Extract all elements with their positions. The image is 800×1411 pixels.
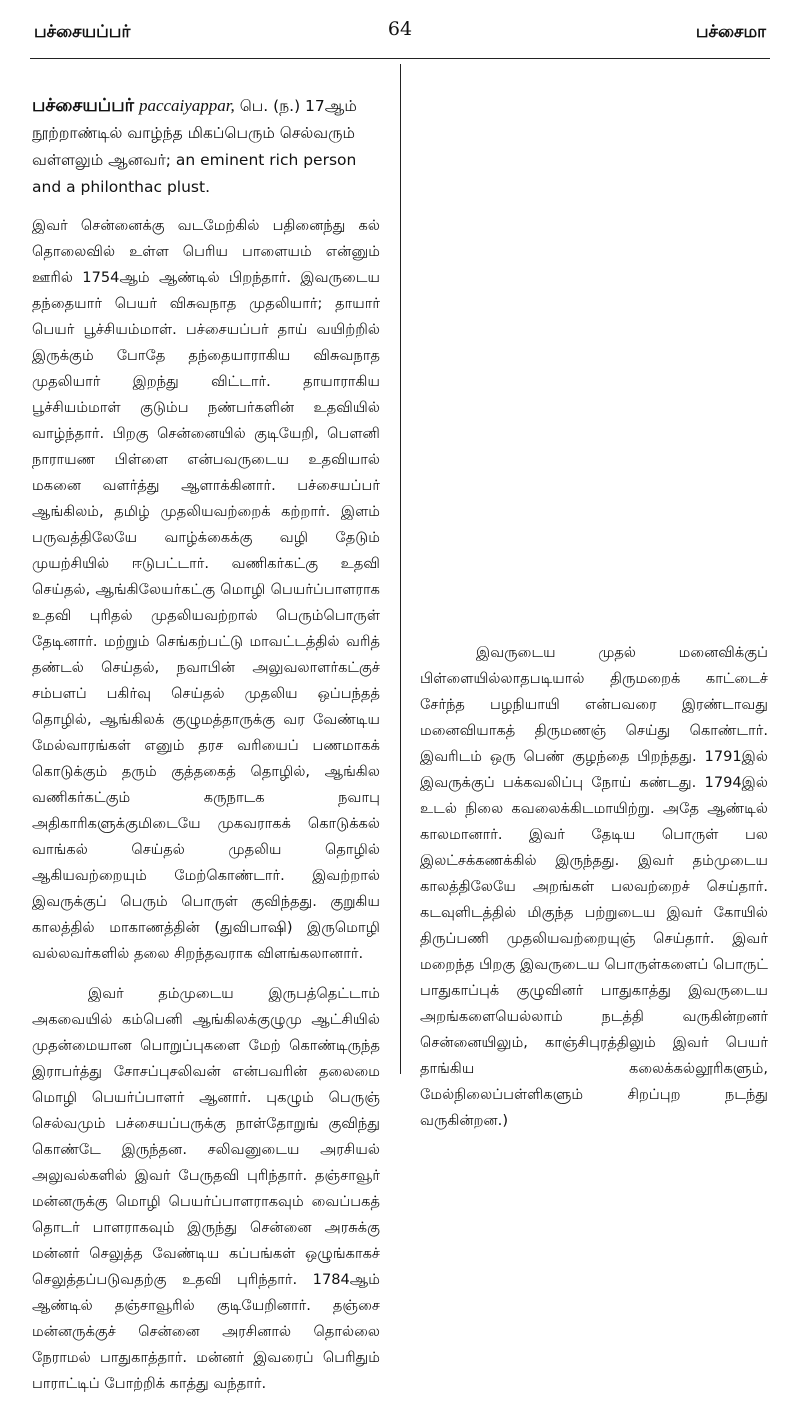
page-number: 64	[387, 18, 413, 40]
definition: பெ. (ந.) 17ஆம் நூற்றாண்டில் வாழ்ந்த மிகப்பெரும் செல்வரும் வள்ளலும் ஆனவர்; an eminent rich person and a philonthac plust.	[32, 97, 357, 196]
entry-paccaiyappar	[32, 92, 380, 201]
headword: பச்சையப்பர்	[32, 95, 134, 116]
biography-paragraph-2: இவர் தம்முடைய இருபத்தெட்டாம் அகவையில் கம்பெனி ஆங்கிலக்குழுமு ஆட்சியில் முதன்மையான பொறுப்புகளை மேற் கொண்டிருந்த இராபர்த்து சோசப்புசலிவன் என்பவரின் தலைமை மொழி பெயர்ப்பாளர் ஆனார். புகழும் பெருஞ் செல்வமும் பச்சையப்பருக்கு நாள்தோறுங் குவிந்து கொண்டே இருந்தன. சலிவனுடைய அரசியல் அலுவல்களில் இவர் பேருதவி புரிந்தார். தஞ்சாவூர் மன்னருக்கு மொழி பெயர்ப்பாளராகவும் வைப்பகத் தொடர் பாளராகவும் இருந்து சென்னை அரசுக்கு மன்னர் செலுத்த வேண்டிய கப்பங்கள் ஒழுங்காகச் செலுத்தப்படுவதற்கு உதவி புரிந்தார். 1784ஆம் ஆண்டில் தஞ்சாவூரில் குடியேறினார். தஞ்சை மன்னருக்குச் சென்னை அரசினால் தொல்லை நேராமல் பாதுகாத்தார். மன்னர் இவரைப் பெரிதும் பாராட்டிப் போற்றிக் காத்து வந்தார்.	[32, 985, 380, 1392]
column-divider	[400, 64, 401, 1074]
header-rule	[30, 58, 770, 59]
transliteration: paccaiyappar,	[138, 96, 235, 115]
right-guide-word: பச்சைமா	[695, 22, 766, 42]
biography-paragraph-1: இவர் சென்னைக்கு வடமேற்கில் பதினைந்து கல் தொலைவில் உள்ள பெரிய பாளையம் என்னும் ஊரில் 1754ஆம் ஆண்டில் பிறந்தார். இவருடைய தந்தையார் பெயர் விசுவநாத முதலியார்; தாயார் பெயர் பூச்சியம்மாள். பச்சையப்பர் தாய் வயிற்றில் இருக்கும் போதே தந்தையாராகிய விசுவநாத முதலியார் இறந்து விட்டார். தாயாராகிய பூச்சியம்மாள் குடும்ப நண்பர்களின் உதவியில் வாழ்ந்தார். பிறகு சென்னையில் குடியேறி, பௌனி நாராயண பிள்ளை என்பவருடைய உதவியால் மகனை வளர்த்து ஆளாக்கினார். பச்சையப்பர் ஆங்கிலம், தமிழ் முதலியவற்றைக் கற்றார். இளம் பருவத்திலேயே வாழ்க்கைக்கு வழி தேடும் முயற்சியில் ஈடுபட்டார். வணிகர்கட்கு உதவி செய்தல், ஆங்கிலேயர்கட்கு மொழி பெயர்ப்பாளராக உதவி புரிதல் முதலியவற்றால் பெரும்பொருள் தேடினார். மற்றும் செங்கற்பட்டு மாவட்டத்தில் வரித் தண்டல் செய்தல், நவாபின் அலுவலாளர்கட்குச் சம்பளப் பகிர்வு செய்தல் முதலிய ஒப்பந்தத் தொழில், ஆங்கிலக் குழுமத்தாருக்கு வர வேண்டிய மேல்வாரங்கள் எனும் தரச வரியைப் பணமாகக் கொடுக்கும் தரும் குத்தகைத் தொழில், ஆங்கில வணிகர்கட்கும் கருநாடக நவாபு அதிகாரிகளுக்குமிடையே முகவராகக் கொடுக்கல் வாங்கல் செய்தல் முதலிய தொழில் ஆகியவற்றையும் மேற்கொண்டார். இவற்றால் இவருக்குப் பெரும் பொருள் குவிந்தது. குறுகிய காலத்தில் மாகாணத்தின் (துவிபாஷி) இருமொழி வல்லவர்களில் தலை சிறந்தவராக விளங்கலானார்.	[32, 217, 380, 962]
left-column	[32, 92, 380, 1411]
right-column	[420, 640, 768, 1148]
left-guide-word: பச்சையப்பர்	[34, 22, 131, 42]
biography-paragraph-3: இவருடைய முதல் மனைவிக்குப் பிள்ளையில்லாதபடியால் திருமறைக் காட்டைச் சேர்ந்த பழநியாயி என்பவரை இரண்டாவது மனைவியாகத் திருமணஞ் செய்து கொண்டார். இவரிடம் ஒரு பெண் குழந்தை பிறந்தது. 1791இல் இவருக்குப் பக்கவலிப்பு நோய் கண்டது. 1794இல் உடல் நிலை கவலைக்கிடமாயிற்று. அதே ஆண்டில் காலமானார். இவர் தேடிய பொருள் பல இலட்சக்கணக்கில் இருந்தது. இவர் தம்முடைய காலத்திலேயே அறங்கள் பலவற்றைச் செய்தார். கடவுளிடத்தில் மிகுந்த பற்றுடைய இவர் கோயில் திருப்பணி முதலியவற்றையுஞ் செய்தார். இவர் மறைந்த பிறகு இவருடைய பொருள்களைப் பொருட் பாதுகாப்புக் குழுவினர் பாதுகாத்து இவருடைய அறங்களையெல்லாம் நடத்தி வருகின்றனர் சென்னையிலும், காஞ்சிபுரத்திலும் இவர் பெயர் தாங்கிய கலைக்கல்லூரிகளும், மேல்நிலைப்பள்ளிகளும் சிறப்புற நடந்து வருகின்றன.)	[420, 644, 768, 1129]
